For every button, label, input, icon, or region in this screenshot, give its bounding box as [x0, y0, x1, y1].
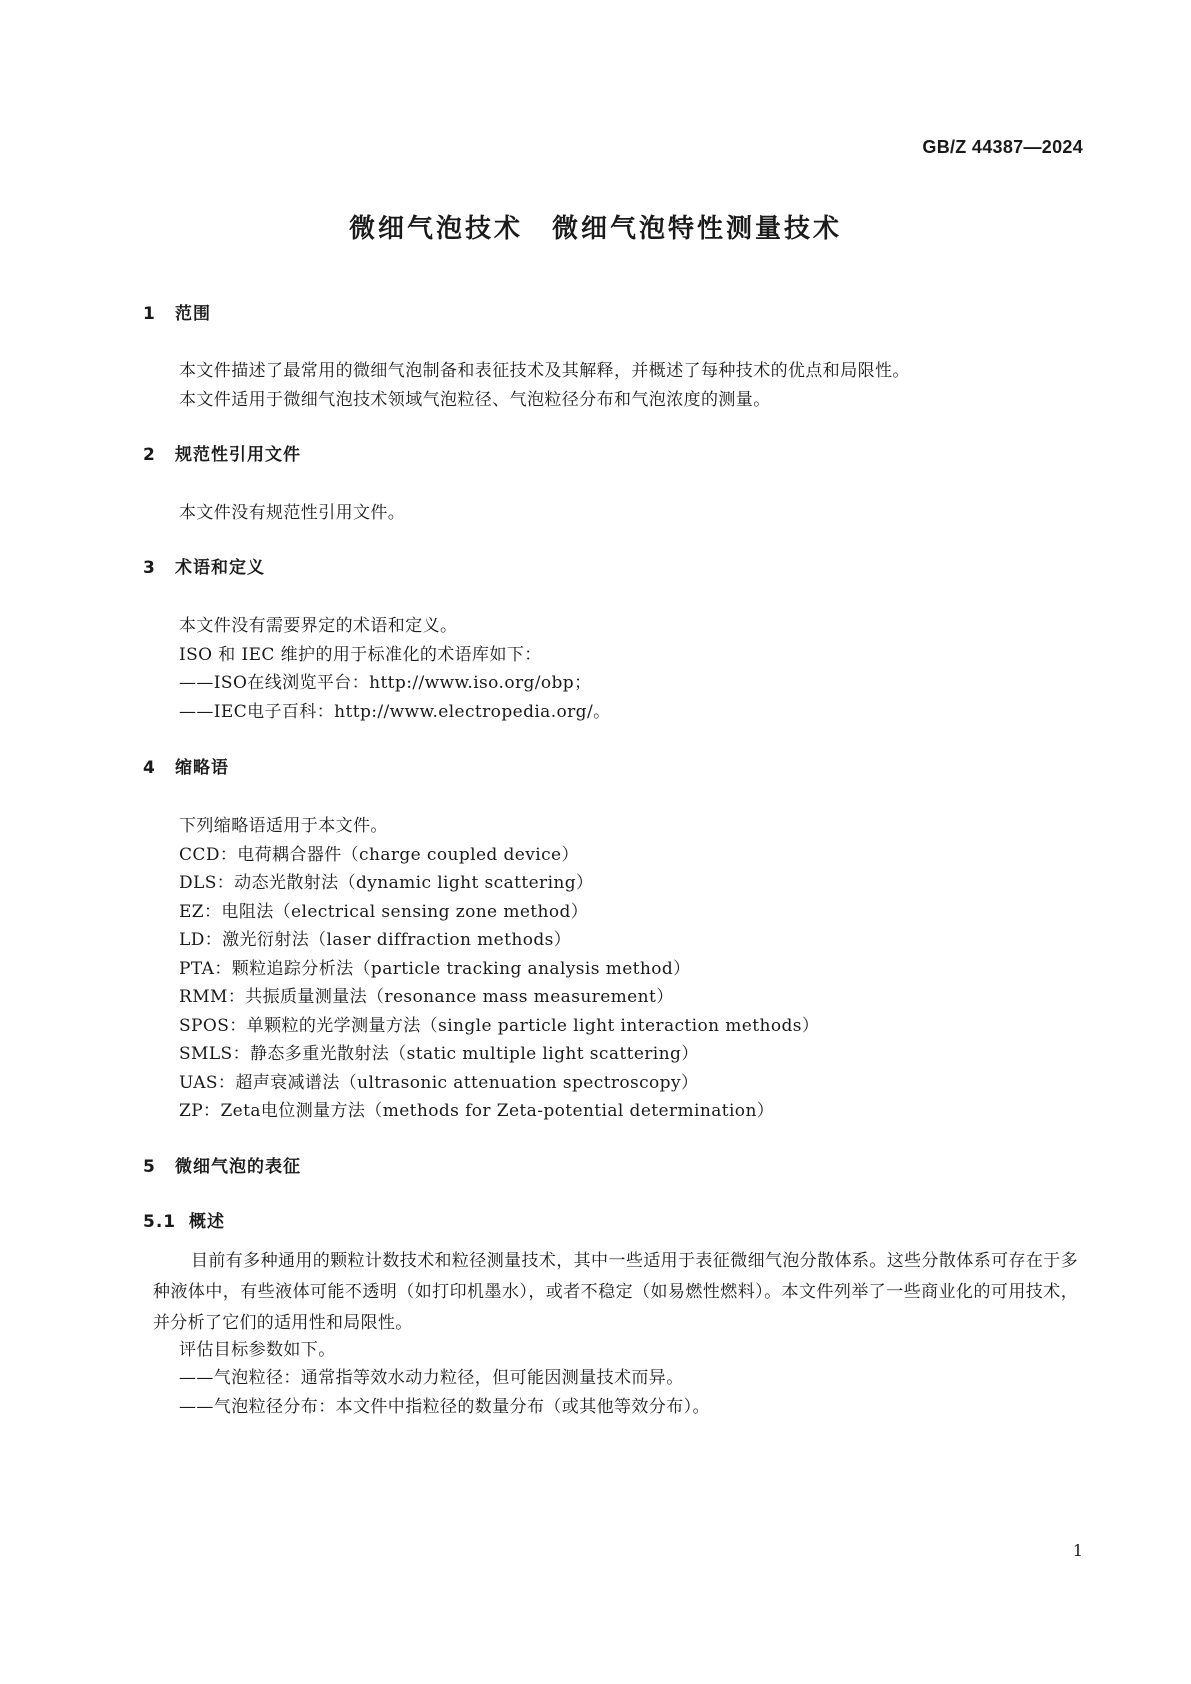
list-item: ——气泡粒径分布：本文件中指粒径的数量分布（或其他等效分布）。: [179, 1397, 710, 1417]
section-3-heading: [143, 553, 265, 578]
section-title: 缩略语: [175, 758, 229, 778]
section-5-heading: [143, 1152, 301, 1177]
abbreviation-item: RMM：共振质量测量法（resonance mass measurement）: [179, 987, 674, 1007]
abbreviation-item: PTA：颗粒追踪分析法（particle tracking analysis method）: [179, 959, 691, 979]
section-title: 规范性引用文件: [175, 445, 301, 465]
page-number: 1: [1072, 1541, 1083, 1560]
subsection-number: 5.1: [143, 1212, 177, 1232]
subsection-title: 概述: [189, 1212, 225, 1232]
section-number: 4: [143, 758, 156, 778]
paragraph: 本文件没有需要界定的术语和定义。: [179, 616, 458, 636]
section-number: 5: [143, 1157, 156, 1177]
section-number: 2: [143, 445, 156, 465]
abbreviation-item: SMLS：静态多重光散射法（static multiple light scattering）: [179, 1044, 699, 1064]
paragraph: 本文件描述了最常用的微细气泡制备和表征技术及其解释，并概述了每种技术的优点和局限性。: [179, 361, 910, 381]
section-number: 3: [143, 558, 156, 578]
list-item: ——气泡粒径：通常指等效水动力粒径，但可能因测量技术而异。: [179, 1368, 684, 1388]
paragraph: 本文件适用于微细气泡技术领域气泡粒径、气泡粒径分布和气泡浓度的测量。: [179, 390, 771, 410]
abbreviation-item: DLS：动态光散射法（dynamic light scattering）: [179, 873, 594, 893]
paragraph: 下列缩略语适用于本文件。: [179, 816, 388, 836]
standard-code: GB/Z 44387—2024: [922, 137, 1083, 157]
abbreviation-item: LD：激光衍射法（laser diffraction methods）: [179, 930, 572, 950]
section-number: 1: [143, 304, 156, 324]
abbreviation-item: SPOS：单颗粒的光学测量方法（single particle light interaction methods）: [179, 1016, 820, 1036]
subsection-5-1-heading: [143, 1207, 225, 1232]
overview-paragraph: 目前有多种通用的颗粒计数技术和粒径测量技术，其中一些适用于表征微细气泡分散体系。这些分散体系可存在于多种液体中，有些液体可能不透明（如打印机墨水），或者不稳定（如易燃性燃料）。本文件列举了一些商业化的可用技术，并分析了它们的适用性和局限性。: [153, 1251, 1078, 1333]
abbreviation-item: EZ：电阻法（electrical sensing zone method）: [179, 902, 589, 922]
section-title: 术语和定义: [175, 558, 265, 578]
abbreviation-item: UAS：超声衰减谱法（ultrasonic attenuation spectroscopy）: [179, 1073, 699, 1093]
section-4-heading: [143, 753, 229, 778]
section-title: 范围: [175, 304, 211, 324]
section-title: 微细气泡的表征: [175, 1157, 301, 1177]
section-2-heading: [143, 440, 301, 465]
paragraph: 评估目标参数如下。: [179, 1340, 336, 1360]
abbreviation-item: CCD：电荷耦合器件（charge coupled device）: [179, 845, 579, 865]
paragraph: ISO 和 IEC 维护的用于标准化的术语库如下：: [179, 645, 542, 665]
section-1-heading: [143, 299, 211, 324]
paragraph: 本文件没有规范性引用文件。: [179, 503, 406, 523]
list-item: ——IEC电子百科：http://www.electropedia.org/。: [179, 702, 611, 722]
list-item: ——ISO在线浏览平台：http://www.iso.org/obp；: [179, 673, 592, 693]
document-title: 微细气泡技术 微细气泡特性测量技术: [348, 214, 842, 244]
abbreviation-item: ZP：Zeta电位测量方法（methods for Zeta-potential determination）: [179, 1101, 775, 1121]
